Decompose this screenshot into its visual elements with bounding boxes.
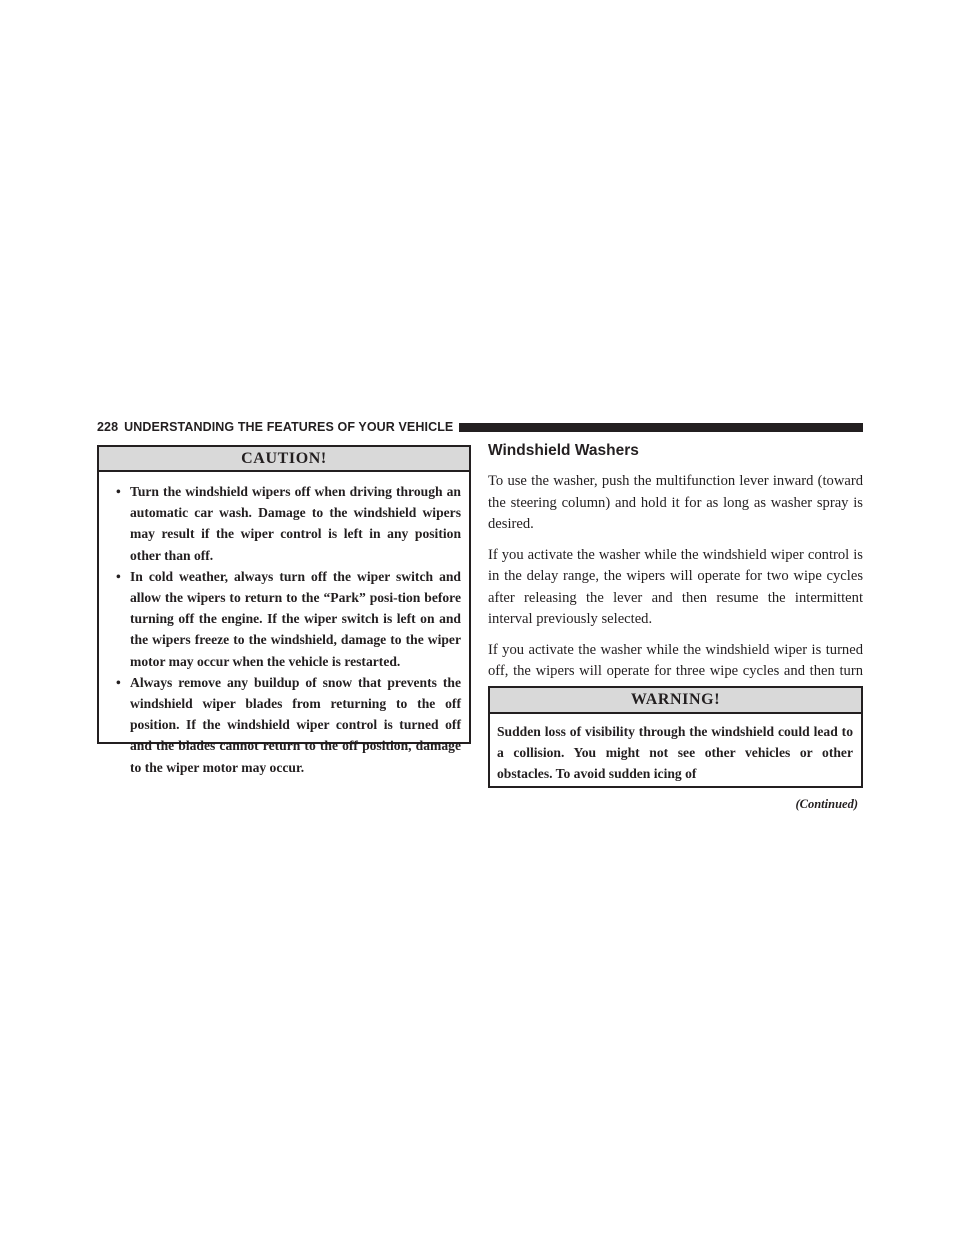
caution-item	[116, 672, 461, 778]
header-rule	[459, 423, 863, 432]
caution-item-text: In cold weather, always turn off the wiper switch and allow the wipers to return to the “Park” posi-tion before turning off the engine. If the wiper switch is left on and the wipers freeze to the windshield, damage to the wiper motor may occur when the vehicle is restarted.	[130, 568, 461, 669]
washers-heading: Windshield Washers	[488, 442, 639, 459]
page-number: 228	[97, 420, 119, 434]
continued-label: (Continued)	[795, 797, 858, 811]
washers-section	[488, 440, 863, 704]
page-header	[97, 417, 863, 437]
warning-text: Sudden loss of visibility through the windshield could lead to a collision. You might not see other vehicles or other obstacles. To avoid sudden icing of	[497, 724, 853, 782]
bullet-icon: •	[116, 674, 121, 690]
bullet-icon: •	[116, 484, 121, 499]
warning-title: WARNING!	[490, 688, 861, 714]
caution-item-text: Turn the windshield wipers off when driving through an automatic car wash. Damage to the windshield wipers may result if the wiper control is left in any position other than off.	[130, 484, 461, 563]
caution-list	[99, 472, 469, 778]
caution-title: CAUTION!	[99, 447, 469, 472]
washers-paragraph: If you activate the washer while the windshield wiper control is in the delay range, the wipers will operate for two wipe cycles after releasing the lever and then resume the intermittent interval previously selected.	[488, 546, 863, 627]
caution-box	[97, 445, 471, 775]
bullet-icon: •	[116, 568, 121, 584]
caution-item	[116, 566, 461, 672]
caution-item-text: Always remove any buildup of snow that prevents the windshield wiper blades from returning to the off position. If the windshield wiper control is turned off and the blades cannot return to the off position, damage to the wiper motor may occur.	[130, 674, 461, 775]
washers-paragraph: To use the washer, push the multifunction lever inward (toward the steering column) and hold it for as long as washer spray is desired.	[488, 473, 863, 532]
washers-paragraph: If you activate the washer while the windshield wiper is turned off, the wipers will operate for three wipe cycles and then turn	[488, 641, 863, 679]
section-title: UNDERSTANDING THE FEATURES OF YOUR VEHICLE	[124, 420, 454, 434]
warning-box	[488, 686, 863, 788]
caution-item	[116, 481, 461, 566]
